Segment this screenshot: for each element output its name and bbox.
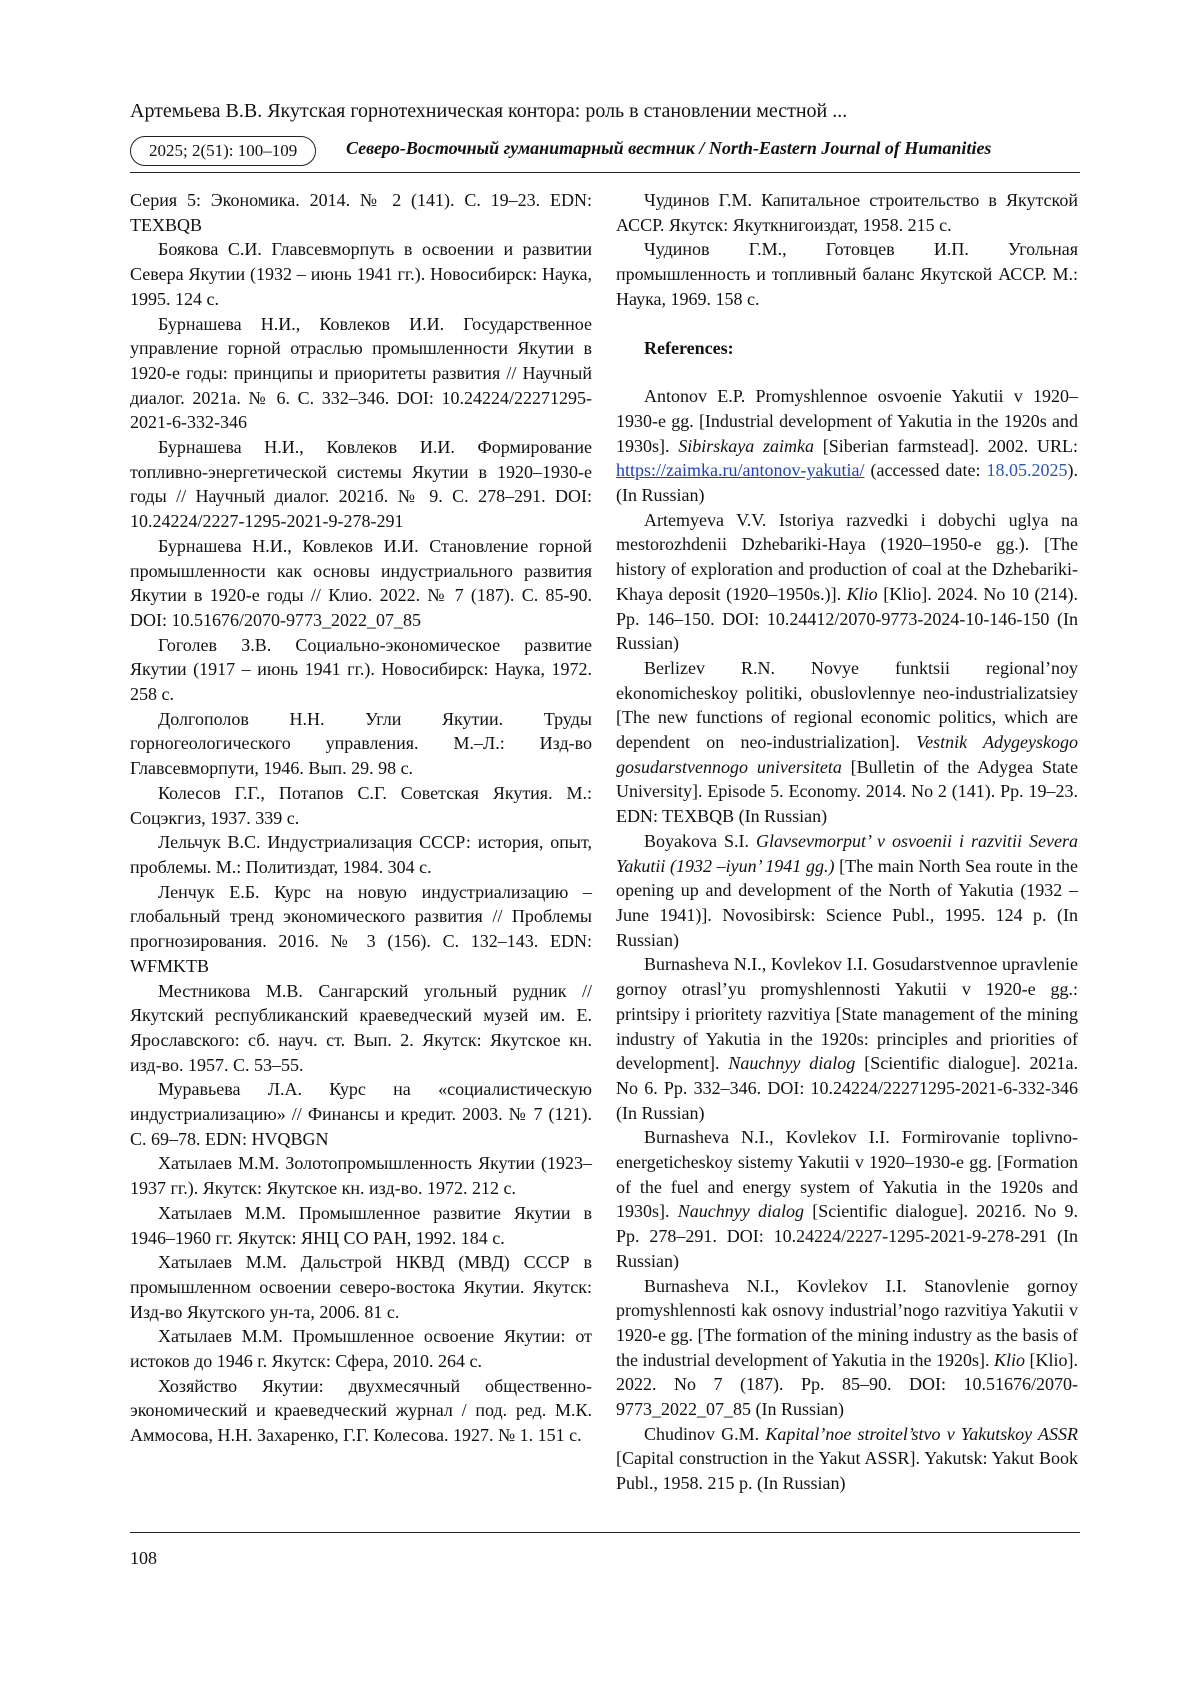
header-divider xyxy=(130,172,1080,173)
reference-text: Бурнашева Н.И., Ковлеков И.И. Формирование топливно-энергетической системы Якутии в 1920–1930-е годы // Научный диалог. 2021б. № 9. С. 278–291. DOI: 10.24224/2227-1295-2021-9-278-291 xyxy=(130,437,592,532)
right-column-references xyxy=(616,188,1078,1496)
reference-text: [Klio]. 2022. No 7 (187). Pp. 85–90. DOI: 10.51676/2070-9773_2022_07_85 (In Russian) xyxy=(616,1349,1078,1420)
english-references-list xyxy=(616,384,1078,1496)
reference-text: Бурнашева Н.И., Ковлеков И.И. Государственное управление горной отраслью промышленности Якутии в 1920-е годы: принципы и приоритеты развития // Научный диалог. 2021а. № 6. С. 332–346. DOI: 10.24224/22271295-2021-6-332-346 xyxy=(130,313,592,433)
italic-title: Nauchnyy dialog xyxy=(677,1201,805,1222)
reference-text: Ленчук Е.Б. Курс на новую индустриализацию – глобальный тренд экономического развития // Проблемы прогнозирования. 2016. № 3 (156). С. 132–143. EDN: WFMKTB xyxy=(130,881,592,976)
ref-khatylaev-1992 xyxy=(130,1201,592,1250)
italic-title: Klio xyxy=(993,1349,1025,1370)
reference-text: Бурнашева Н.И., Ковлеков И.И. Становление горной промышленности как основы индустриального развития Якутии в 1920-е годы // Клио. 2022. № 7 (187). С. 85-90. DOI: 10.51676/2070-9773_2022_07_85 xyxy=(130,535,592,630)
ref-gogolev xyxy=(130,633,592,707)
access-date: 18.05.2025 xyxy=(986,460,1068,481)
ref-en-chudinov xyxy=(616,1422,1078,1496)
italic-title: Klio xyxy=(846,583,878,604)
page-number: 108 xyxy=(130,1548,157,1568)
ref-burnasheva-2022 xyxy=(130,534,592,633)
reference-text: Местникова М.В. Сангарский угольный рудник // Якутский республиканский краеведческий музей им. Е. Ярославского: сб. науч. ст. Вып. 2. Якутск: Якутское кн. изд-во. 1957. С. 53–55. xyxy=(130,980,592,1075)
footer-divider xyxy=(130,1532,1080,1533)
ref-en-berlizev xyxy=(616,656,1078,829)
italic-title: Kapital’noe stroitel’stvo v Yakutskoy ASSR xyxy=(765,1423,1079,1444)
reference-text: Боякова С.И. Главсевморпуть в освоении и развитии Севера Якутии (1932 – июнь 1941 гг.). Новосибирск: Наука, 1995. 124 с. xyxy=(130,239,592,309)
reference-text: Серия 5: Экономика. 2014. № 2 (141). С. 19–23. EDN: TEXBQB xyxy=(130,190,592,235)
italic-title: Sibirskaya zaimka xyxy=(678,435,815,456)
ref-khatylaev-2006 xyxy=(130,1250,592,1324)
reference-text: Хатылаев М.М. Дальстрой НКВД (МВД) СССР в промышленном освоении северо-востока Якутии. Якутск: Изд-во Якутского ун-та, 2006. 81 с. xyxy=(130,1252,592,1322)
ref-khozyaistvo xyxy=(130,1374,592,1448)
ref-en-burnasheva-c xyxy=(616,1274,1078,1422)
reference-text: Chudinov G.M. xyxy=(644,1423,766,1444)
reference-text: Burnasheva N.I., Kovlekov I.I. Gosudarstvennoe upravlenie gornoy otrasl’yu promyshlennosti Yakutii v 1920-e gg.: printsipy i prioritety razvitiya [State management of the mining industry of Yakutia in the 1920s: principles and priorities of development]. xyxy=(616,954,1078,1074)
ref-en-burnasheva-b xyxy=(616,1125,1078,1273)
reference-text: Муравьева Л.А. Курс на «социалистическую индустриализацию» // Финансы и кредит. 2003. № 7 (121). С. 69–78. EDN: HVQBGN xyxy=(130,1079,592,1149)
reference-text: Burnasheva N.I., Kovlekov I.I. Stanovlenie gornoy promyshlennosti kak osnovy industrial’nogo razvitiya Yakutii v 1920-e gg. [The formation of the mining industry as the basis of the industrial development of Yakutia in the 1920s]. xyxy=(616,1275,1078,1370)
reference-text: [Scientific dialogue]. 2021б. No 9. Pp. 278–291. DOI: 10.24224/2227-1295-2021-9-278-291 (In Russian) xyxy=(616,1201,1078,1271)
reference-text: Лельчук В.С. Индустриализация СССР: история, опыт, проблемы. М.: Политиздат, 1984. 304 с. xyxy=(130,832,592,877)
running-title: Артемьева В.В. Якутская горнотехническая контора: роль в становлении местной ... xyxy=(130,100,848,122)
reference-text: Antonov E.P. Promyshlennoe osvoenie Yakutii v 1920–1930-e gg. [Industrial development of Yakutia in the 1920s and 1930s]. xyxy=(616,386,1078,456)
reference-text: Хозяйство Якутии: двухмесячный общественно-экономический и краеведческий журнал / под. ред. М.К. Аммосова, Н.Н. Захаренко, Г.Г. Колесова. 1927. № 1. 151 с. xyxy=(130,1375,592,1446)
ref-boyakova xyxy=(130,237,592,311)
reference-text: Колесов Г.Г., Потапов С.Г. Советская Якутия. М.: Соцэкгиз, 1937. 339 с. xyxy=(130,782,592,828)
reference-text: [Klio]. 2024. No 10 (214). Pp. 146–150. DOI: 10.24412/2070-9773-2024-10-146-150 (In Russian) xyxy=(616,583,1078,654)
ref-en-burnasheva-a xyxy=(616,952,1078,1125)
ref-muravyeva xyxy=(130,1077,592,1151)
ref-chudinov-1969 xyxy=(616,237,1078,311)
ref-burnasheva-2021a xyxy=(130,312,592,436)
reference-text: Чудинов Г.М. Капитальное строительство в Якутской АССР. Якутск: Якуткнигоиздат, 1958. 215 с. xyxy=(616,190,1078,235)
italic-title: Glavsevmorput’ v osvoenii i razvitii Severa Yakutii (1932 –iyun’ 1941 gg.) xyxy=(616,830,1078,876)
reference-text: Berlizev R.N. Novye funktsii regional’noy ekonomicheskoy politiki, obuslovlennye neo-industrializatsiey [The new functions of regional economic politics, which are dependent on neo-industrialization]. xyxy=(616,657,1078,753)
ref-burnasheva-2021b xyxy=(130,435,592,534)
ref-mestnikova xyxy=(130,979,592,1078)
russian-references-continued xyxy=(616,188,1078,312)
reference-text: Burnasheva N.I., Kovlekov I.I. Formirovanie toplivno-energeticheskoy sistemy Yakutii v 1920–1930-e gg. [Formation of the fuel and energy system of Yakutia in the 1920s and 1930s]. xyxy=(616,1127,1078,1222)
ref-lelchuk xyxy=(130,830,592,879)
ref-en-antonov xyxy=(616,384,1078,508)
ref-chudinov-1958 xyxy=(616,188,1078,237)
reference-text: Гоголев З.В. Социально-экономическое развитие Якутии (1917 – июнь 1941 гг.). Новосибирск: Наука, 1972. 258 с. xyxy=(130,634,592,705)
reference-text: Artemyeva V.V. Istoriya razvedki i dobychi uglya na mestorozhdenii Dzhebariki-Haya (1920–1950-e gg.). [The history of exploration and production of coal at the Dzhebariki-Khaya deposit (1920–1950s.)]. xyxy=(616,509,1078,604)
left-column-references xyxy=(130,188,592,1448)
italic-title: Nauchnyy dialog xyxy=(728,1053,856,1074)
reference-text: [Capital construction in the Yakut ASSR]. Yakutsk: Yakut Book Publ., 1958. 215 p. (In Russian) xyxy=(616,1448,1078,1494)
reference-url-link[interactable]: https://zaimka.ru/antonov-yakutia/ xyxy=(616,460,865,481)
reference-text: Boyakova S.I. xyxy=(644,830,757,851)
references-heading: References: xyxy=(644,337,734,358)
reference-text: Долгополов Н.Н. Угли Якутии. Труды горногеологического управления. М.–Л.: Изд-во Главсевморпути, 1946. Вып. 29. 98 с. xyxy=(130,708,592,779)
ref-kolesov xyxy=(130,781,592,830)
reference-text: Хатылаев М.М. Промышленное развитие Якутии в 1946–1960 гг. Якутск: ЯНЦ СО РАН, 1992. 184 с. xyxy=(130,1202,592,1248)
reference-text: Хатылаев М.М. Золотопромышленность Якутии (1923–1937 гг.). Якутск: Якутское кн. изд-во. 1972. 212 с. xyxy=(130,1153,592,1199)
ref-khatylaev-1972 xyxy=(130,1151,592,1200)
ref-en-artemyeva xyxy=(616,508,1078,656)
reference-text: ). (In Russian) xyxy=(616,460,1078,506)
ref-dolgopolov xyxy=(130,707,592,781)
reference-text: (accessed date: xyxy=(864,460,987,481)
reference-text: [Siberian farmstead]. 2002. URL: xyxy=(814,435,1079,456)
reference-text: [Bulletin of the Adygea State University]. Episode 5. Economy. 2014. No 2 (141). Pp. 19–23. EDN: TEXBQB (In Russian) xyxy=(616,756,1078,827)
ref-lenchuk xyxy=(130,880,592,979)
ref-en-boyakova xyxy=(616,829,1078,953)
italic-title: Vestnik Adygeyskogo gosudarstvennogo universiteta xyxy=(616,732,1078,777)
issue-badge: 2025; 2(51): 100–109 xyxy=(130,136,316,166)
ref-berlizev-cont xyxy=(130,188,592,237)
journal-name: Северо-Восточный гуманитарный вестник / North-Eastern Journal of Humanities xyxy=(346,138,992,158)
reference-text: Чудинов Г.М., Готовцев И.П. Угольная промышленность и топливный баланс Якутской АССР. М.: Наука, 1969. 158 с. xyxy=(616,239,1078,309)
reference-text: Хатылаев М.М. Промышленное освоение Якутии: от истоков до 1946 г. Якутск: Сфера, 2010. 264 с. xyxy=(130,1326,592,1372)
ref-khatylaev-2010 xyxy=(130,1324,592,1373)
reference-text: [The main North Sea route in the opening up and development of the North of Yakutia (1932 – June 1941)]. Novosibirsk: Science Publ., 1995. 124 p. (In Russian) xyxy=(616,855,1079,950)
reference-text: [Scientific dialogue]. 2021a. No 6. Pp. 332–346. DOI: 10.24224/22271295-2021-6-332-346 (In Russian) xyxy=(616,1053,1078,1123)
